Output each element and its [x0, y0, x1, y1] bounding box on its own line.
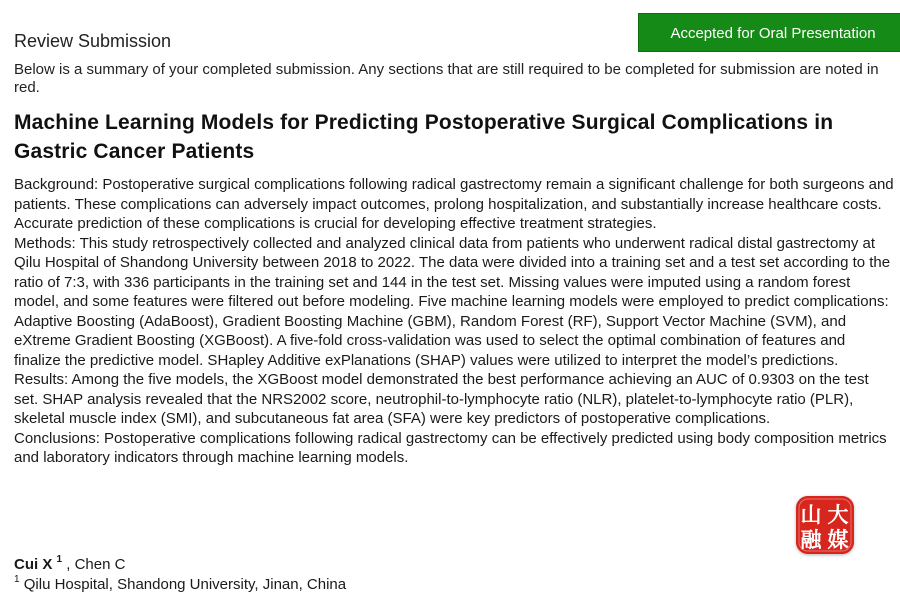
author-primary [14, 556, 62, 573]
author-primary-name: Cui X [14, 556, 53, 573]
watermark-char-2: 大 [827, 503, 849, 527]
abstract-background: Background: Postoperative surgical complications following radical gastrectomy remain a significant challenge for both surgeons and patients. These complications can adversely impact outcomes, prolong hospitalization, and substantially increase healthcare costs. Accurate prediction of these complications is crucial for developing effective treatment strategies. [14, 176, 894, 232]
author-list [14, 555, 125, 575]
author-separator: , [62, 556, 75, 573]
watermark-char-1: 山 [800, 503, 822, 527]
abstract-methods: Methods: This study retrospectively collected and analyzed clinical data from patients who underwent radical distal gastrectomy at Qilu Hospital of Shandong University between 2018 to 2022. The data were divided into a training set and a test set according to the ratio of 7:3, with 336 participants in the training set and 144 in the test set. Missing values were imputed using a random forest model, and some features were filtered out before modeling. Five machine learning models were employed to predict complications: Adaptive Boosting (AdaBoost), Gradient Boosting Machine (GBM), Random Forest (RF), Support Vector Machine (SVM), and eXtreme Gradient Boosting (XGBoost). A five-fold cross-validation was used to select the optimal combination of features and finalize the predictive model. SHapley Additive exPlanations (SHAP) values were utilized to interpret the model’s predictions. [14, 234, 891, 369]
status-badge: Accepted for Oral Presentation [638, 13, 900, 52]
affiliation-text: Qilu Hospital, Shandong University, Jinan, China [19, 576, 347, 593]
review-submission-page [14, 0, 894, 600]
summary-note: Below is a summary of your completed submission. Any sections that are still required to be completed for submission are noted in red. [14, 61, 879, 96]
abstract-results: Results: Among the five models, the XGBoost model demonstrated the best performance achieving an AUC of 0.9303 on the test set. SHAP analysis revealed that the NRS2002 score, neutrophil-to-lymphocyte ratio (NLR), platelet-to-lymphocyte ratio (PLR), skeletal muscle index (SMI), and subcutaneous fat area (SFA) were key predictors of postoperative complications. [14, 371, 869, 427]
watermark-logo-icon [796, 496, 854, 554]
watermark-logo-svg [796, 496, 854, 554]
author-primary-affiliation-marker: 1 [56, 554, 63, 565]
watermark-char-3: 融 [800, 528, 822, 552]
affiliation-marker: 1 [14, 574, 20, 585]
author-secondary: Chen C [74, 556, 126, 573]
abstract-title: Machine Learning Models for Predicting Postoperative Surgical Complications in Gastric Cancer Patients [14, 111, 834, 163]
abstract-body [14, 175, 894, 468]
abstract-conclusions: Conclusions: Postoperative complications following radical gastrectomy can be effectively predicted using body composition metrics and laboratory indicators through machine learning models. [14, 429, 887, 466]
affiliation [14, 575, 346, 595]
watermark-char-4: 媒 [827, 528, 849, 552]
page-title: Review Submission [14, 31, 172, 51]
